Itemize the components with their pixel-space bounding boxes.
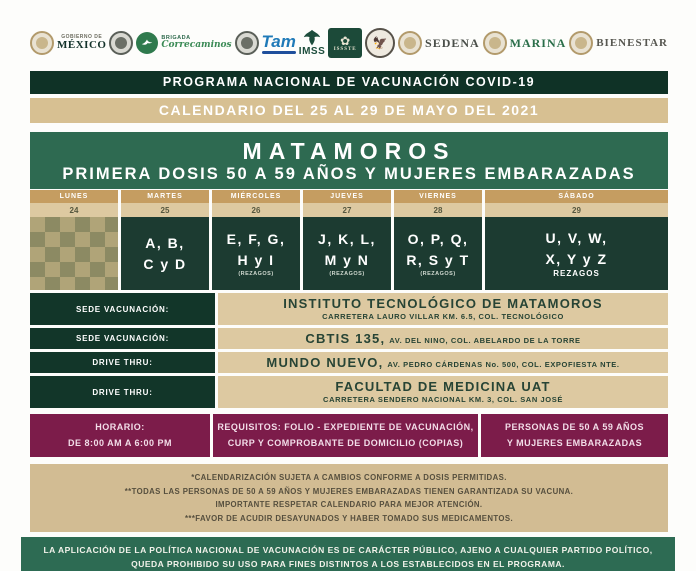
- gobierno-eagle-icon: [30, 31, 54, 55]
- venue-address: AV. DEL NINO, COL. ABELARDO DE LA TORRE: [389, 336, 581, 346]
- sedena-seal-icon: [398, 31, 422, 55]
- calendar-grid: [30, 190, 668, 290]
- issste-label: ISSSTE: [333, 46, 357, 52]
- venue-name: CBTIS 135,: [305, 331, 386, 347]
- note-line: *CALENDARIZACIÓN SUJETA A CAMBIOS CONFORME A DOSIS PERMITIDAS.: [191, 473, 507, 483]
- venue-name: MUNDO NUEVO,: [266, 355, 384, 371]
- day-date: 27: [303, 203, 391, 217]
- rezagos-note: REZAGOS: [553, 269, 600, 279]
- note-line: **TODAS LAS PERSONAS DE 50 A 59 AÑOS Y MUJERES EMBARAZADAS TIENEN GARANTIZADA SU VACUNA.: [124, 486, 574, 496]
- day-name: VIERNES: [394, 190, 482, 203]
- tamaulipas-label: Tam: [261, 31, 296, 51]
- info-bar: [30, 414, 668, 457]
- venue-row: [30, 352, 668, 373]
- logo-issste: [328, 28, 362, 58]
- calendar-col-miercoles: [212, 190, 300, 290]
- calendar-title-bar: CALENDARIO DEL 25 AL 29 DE MAYO DEL 2021: [30, 98, 668, 123]
- marina-seal-icon: [483, 31, 507, 55]
- logo-imss: [299, 29, 325, 57]
- day-name: JUEVES: [303, 190, 391, 203]
- schedule-cell: HORARIO: DE 8:00 AM A 6:00 PM: [30, 414, 210, 457]
- issste-emblem-icon: ✿: [340, 33, 351, 48]
- rezagos-note: (REZAGOS): [329, 270, 365, 277]
- venue-name: INSTITUTO TECNOLÓGICO DE MATAMOROS: [283, 295, 603, 311]
- logo-gobierno-de-mexico: [30, 31, 133, 55]
- calendar-col-martes: [121, 190, 209, 290]
- sedena-label: SEDENA: [425, 35, 480, 50]
- venue-address: CARRETERA LAURO VILLAR KM. 6.5, COL. TECNOLÓGICO: [322, 311, 564, 321]
- venue-row: [30, 376, 668, 408]
- logo-tamaulipas: [235, 31, 296, 55]
- gobierno-label-top: GOBIERNO DE: [61, 34, 103, 40]
- legal-footer: LA APLICACIÓN DE LA POLÍTICA NACIONAL DE VACUNACIÓN ES DE CARÁCTER PÚBLICO, AJENO A CUALQUIER PARTIDO POLÍTICO, QUEDA PROHIBIDO SU USO PARA FINES DISTINTOS A LOS ESTABLECIDOS EN EL PROGRAMA.: [21, 537, 675, 571]
- venue-address: CARRETERA SENDERO NACIONAL KM. 3, COL. SAN JOSÉ: [323, 394, 563, 404]
- note-line: IMPORTANTE RESPETAR CALENDARIO PARA MEJOR ATENCIÓN.: [215, 500, 483, 510]
- rezagos-note: (REZAGOS): [238, 270, 274, 277]
- logo-brigada-correcaminos: [136, 32, 231, 54]
- day-date: 26: [212, 203, 300, 217]
- imss-label: IMSS: [298, 46, 326, 57]
- day-name: SÁBADO: [485, 190, 668, 203]
- venue-label: DRIVE THRU:: [30, 376, 215, 408]
- calendar-col-sabado: [485, 190, 668, 290]
- imss-eagle-icon: [302, 29, 322, 47]
- salud-eagle-icon: 🦅: [365, 28, 395, 58]
- tamaulipas-seal-icon: [235, 31, 259, 55]
- venue-address: AV. PEDRO CÁRDENAS No. 500, COL. EXPOFIESTA NTE.: [387, 360, 620, 370]
- venues-list: [30, 293, 668, 408]
- day-date: 29: [485, 203, 668, 217]
- bienestar-label: BIENESTAR: [596, 37, 668, 49]
- logo-sedena: [398, 31, 480, 55]
- bienestar-seal-icon: [569, 31, 593, 55]
- calendar-col-viernes: [394, 190, 482, 290]
- gobierno-seal-icon: [109, 31, 133, 55]
- day-date: 28: [394, 203, 482, 217]
- logos-row: [30, 22, 668, 64]
- brigada-label-top: BRIGADA: [161, 35, 191, 42]
- venue-row: [30, 328, 668, 349]
- day-letters: E, F, G, H y I (REZAGOS): [212, 217, 300, 290]
- eligible-cell: PERSONAS DE 50 A 59 AÑOS Y MUJERES EMBARAZADAS: [481, 414, 668, 457]
- note-line: ***FAVOR DE ACUDIR DESAYUNADOS Y HABER TOMADO SUS MEDICAMENTOS.: [184, 513, 514, 523]
- calendar-col-lunes: [30, 190, 118, 290]
- day-letters: O, P, Q, R, S y T (REZAGOS): [394, 217, 482, 290]
- brigada-label: Correcaminos: [161, 40, 232, 51]
- day-letters: U, V, W, X, Y y Z REZAGOS: [485, 217, 668, 290]
- day-name: LUNES: [30, 190, 118, 203]
- gobierno-label: MÉXICO: [57, 39, 107, 51]
- day-letters: J, K, L, M y N (REZAGOS): [303, 217, 391, 290]
- logo-marina: [483, 31, 567, 55]
- dose-subtitle: PRIMERA DOSIS 50 A 59 AÑOS Y MUJERES EMBARAZADAS: [62, 165, 636, 184]
- day-date: 24: [30, 203, 118, 217]
- day-letters: A, B, C y D: [121, 217, 209, 290]
- venue-label: DRIVE THRU:: [30, 352, 215, 373]
- day-name: MARTES: [121, 190, 209, 203]
- day-letters-empty: [30, 217, 118, 290]
- rezagos-note: (REZAGOS): [420, 270, 456, 277]
- venue-label: SEDE VACUNACIÓN:: [30, 293, 215, 325]
- venue-row: [30, 293, 668, 325]
- day-name: MIÉRCOLES: [212, 190, 300, 203]
- logo-salud-seal: [365, 28, 395, 58]
- marina-label: MARINA: [509, 35, 567, 50]
- correcaminos-bird-icon: [136, 32, 158, 54]
- day-date: 25: [121, 203, 209, 217]
- city-block: [30, 132, 668, 189]
- requirements-cell: REQUISITOS: FOLIO - EXPEDIENTE DE VACUNACIÓN, CURP Y COMPROBANTE DE DOMICILIO (COPIAS): [213, 414, 478, 457]
- notes-block: [30, 464, 668, 532]
- calendar-col-jueves: [303, 190, 391, 290]
- venue-label: SEDE VACUNACIÓN:: [30, 328, 215, 349]
- tamaulipas-underline: [262, 51, 296, 54]
- program-title-bar: PROGRAMA NACIONAL DE VACUNACIÓN COVID-19: [30, 71, 668, 94]
- venue-name: FACULTAD DE MEDICINA UAT: [335, 378, 551, 394]
- logo-bienestar: [569, 31, 668, 55]
- city-title: MATAMOROS: [242, 138, 456, 164]
